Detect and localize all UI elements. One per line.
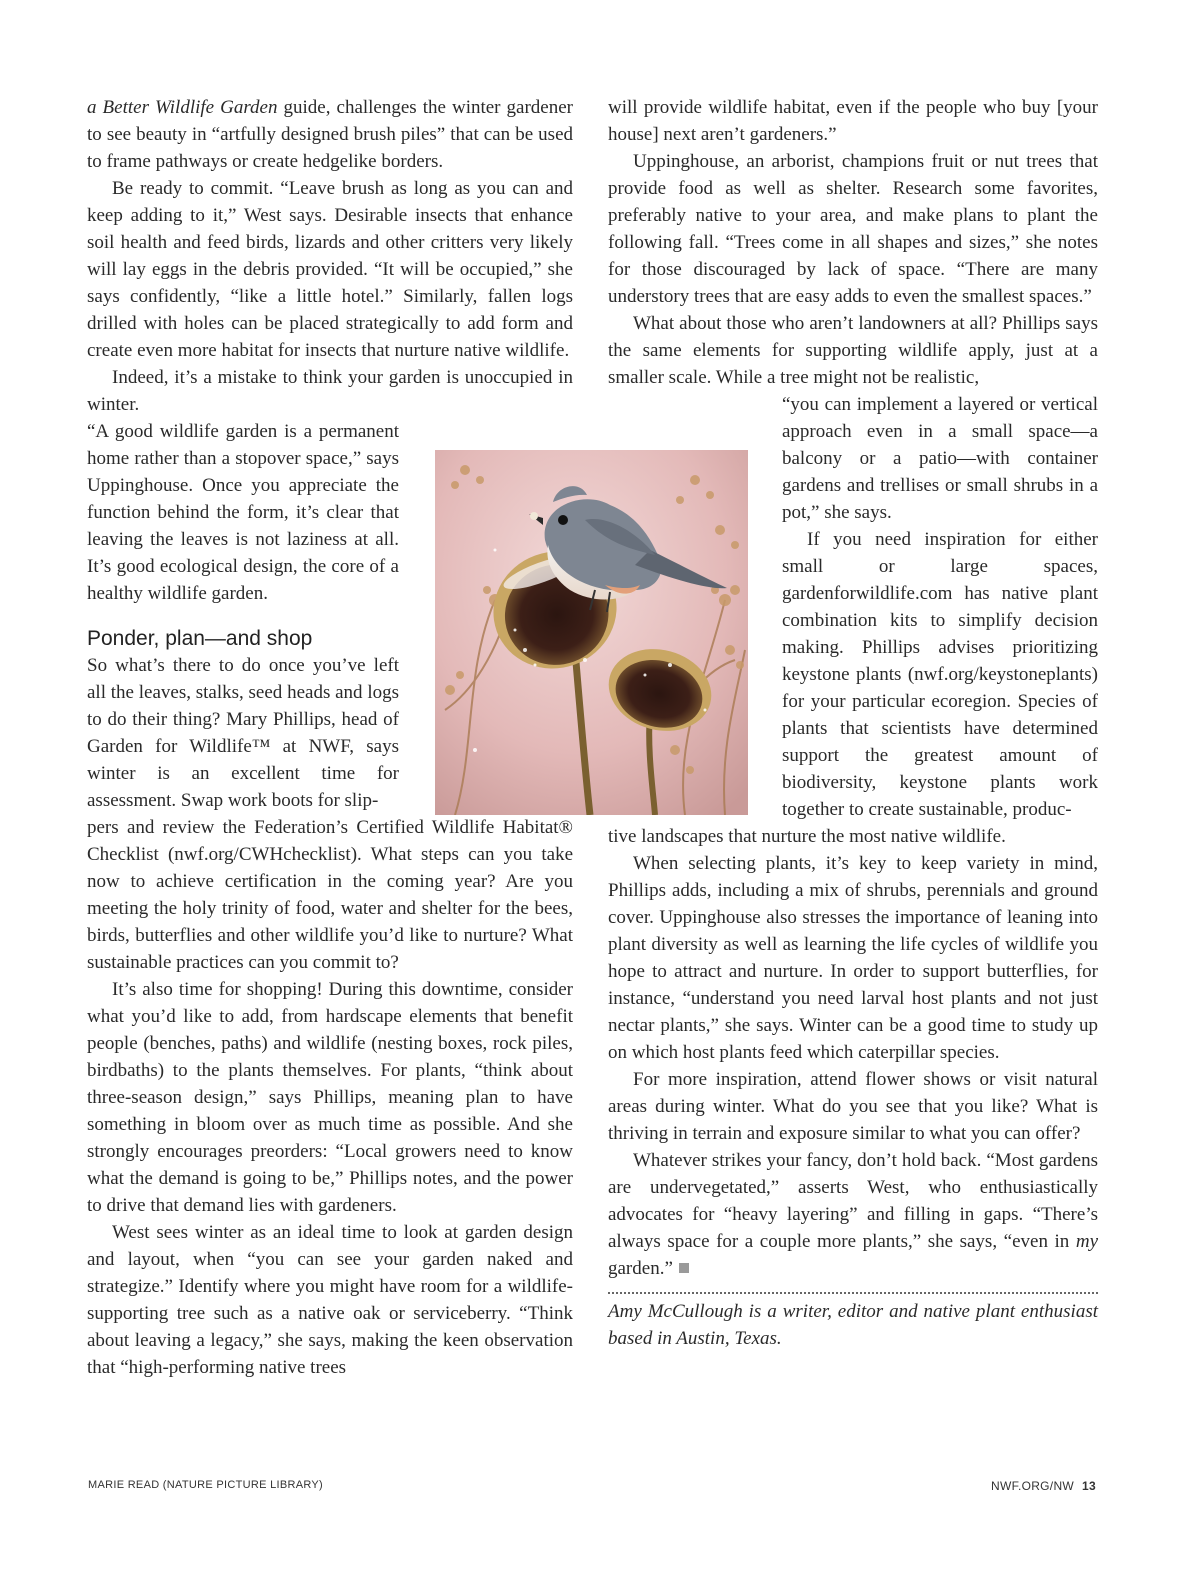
- paragraph: So what’s there to do once you’ve left all the leaves, stalks, seed heads and logs to do their thing? Mary Phillips, head of Garden for Wildlife™ at NWF, says winter is an excellent time for assessment. Swap work boots for slip-: [87, 655, 399, 811]
- paragraph: It’s also time for shopping! During this downtime, consider what you’d like to add, from hardscape elements that benefit people (benches, paths) and wildlife (nesting boxes, rock piles, birdbaths) to the plants themselves. For plants, “think about three-season design,” says Phillips, meaning plan to have something in bloom over as much time as possible. And she strongly encourages preorders: “Local growers need to know what the demand is going to be,” Phillips notes, and the power to drive that demand lies with gardeners.: [87, 979, 573, 1216]
- paragraph: West sees winter as an ideal time to look at garden design and layout, when “you can see your garden naked and strategize.” Identify where you might have room for a wildlife-supporting tree such as a native oak or serviceberry. “Think about leaving a legacy,” she says, making the keen observation that “high-performing native trees: [87, 1222, 573, 1378]
- paragraph: a Better Wildlife Garden guide, challenges the winter gardener to see beauty in “artfully designed brush piles” that can be used to frame pathways or create hedgelike borders.: [87, 97, 574, 172]
- author-bio: Amy McCullough is a writer, editor and native plant enthusiast based in Austin, Texas.: [608, 1301, 1098, 1349]
- paragraph: If you need inspiration for either small or large spaces, gardenforwildlife.com has native plant combination kits to simplify decision making. Phillips advises prioritizing keystone plants (nwf.org/keystoneplants) for your particular ecoregion. Species of plants that scientists have determined support the greatest amount of biodiversity, keystone plants work together to create sustainable, produc-: [782, 529, 1098, 820]
- photo-credit: MARIE READ (NATURE PICTURE LIBRARY): [88, 1479, 324, 1491]
- paragraph: Whatever strikes your fancy, don’t hold back. “Most gardens are undervegetated,” asserts West, who enthusiastically advocates for “heavy layering” and filling in gaps. “There’s always space for a couple more plants,” she says, “even in my garden.”: [608, 1150, 1098, 1279]
- paragraph-continued: “you can implement a layered or vertical approach even in a small space—a balcony or a patio—with container gardens and trellises or small shrubs in a pot,” she says.: [782, 394, 1098, 523]
- book-title: a Better Wildlife Garden: [87, 97, 278, 118]
- dotted-divider: [608, 1292, 1098, 1294]
- paragraph: Indeed, it’s a mistake to think your garden is unoccupied in winter.: [87, 367, 573, 415]
- paragraph: Uppinghouse, an arborist, champions fruit or nut trees that provide food as well as shelter. Research some favorites, preferably native to your area, and make plans to plant the following fall. “Trees come in all shapes and sizes,” she notes for those discouraged by lack of space. “There are many understory trees that are easy adds to even the smallest spaces.”: [608, 151, 1098, 307]
- paragraph: For more inspiration, attend flower shows or visit natural areas during winter. What do you see that you like? What is thriving in terrain and exposure similar to what you can offer?: [608, 1069, 1098, 1144]
- site-url: NWF.ORG/NW: [991, 1479, 1075, 1493]
- page-footer: [991, 1479, 1096, 1493]
- paragraph: Be ready to commit. “Leave brush as long as you can and keep adding to it,” West says. Desirable insects that enhance soil health and feed birds, lizards and other critters very likely will lay eggs in the debris provided. “It will be occupied,” she says confidently, “like a little hotel.” Similarly, fallen logs drilled with holes can be placed strategically to add form and create even more habitat for insects that nurture native wildlife.: [87, 178, 573, 361]
- paragraph-continued: will provide wildlife habitat, even if the people who buy [your house] next aren’t gardeners.”: [608, 97, 1098, 145]
- right-column: [608, 94, 1098, 1352]
- paragraph-continued: “A good wildlife garden is a permanent home rather than a stopover space,” says Uppinghouse. Once you appreciate the function behind the form, it’s clear that leaving the leaves is not laziness at all. It’s good ecological design, the core of a healthy wildlife garden.: [87, 421, 399, 604]
- end-mark-icon: [679, 1263, 689, 1273]
- section-heading: Ponder, plan—and shop: [87, 627, 313, 650]
- paragraph: What about those who aren’t landowners at all? Phillips says the same elements for supporting wildlife apply, just at a smaller scale. While a tree might not be realistic,: [608, 313, 1098, 388]
- paragraph-continued: pers and review the Federation’s Certified Wildlife Habitat® Checklist (nwf.org/CWHchecklist). What steps can you take now to achieve certification in the coming year? Are you meeting the holy trinity of food, water and shelter for the bees, birds, butterflies and other wildlife you’d like to nurture? What sustainable practices can you commit to?: [87, 817, 573, 973]
- page-number: 13: [1082, 1479, 1096, 1493]
- paragraph: When selecting plants, it’s key to keep variety in mind, Phillips adds, including a mix of shrubs, perennials and ground cover. Uppinghouse also stresses the importance of leaning into plant diversity as well as learning the life cycles of wildlife you hope to attract and nurture. In order to support butterflies, for instance, “understand you need larval host plants and not just nectar plants,” she says. Winter can be a good time to study up on which host plants feed which caterpillar species.: [608, 853, 1098, 1063]
- paragraph-continued: tive landscapes that nurture the most native wildlife.: [608, 826, 1006, 847]
